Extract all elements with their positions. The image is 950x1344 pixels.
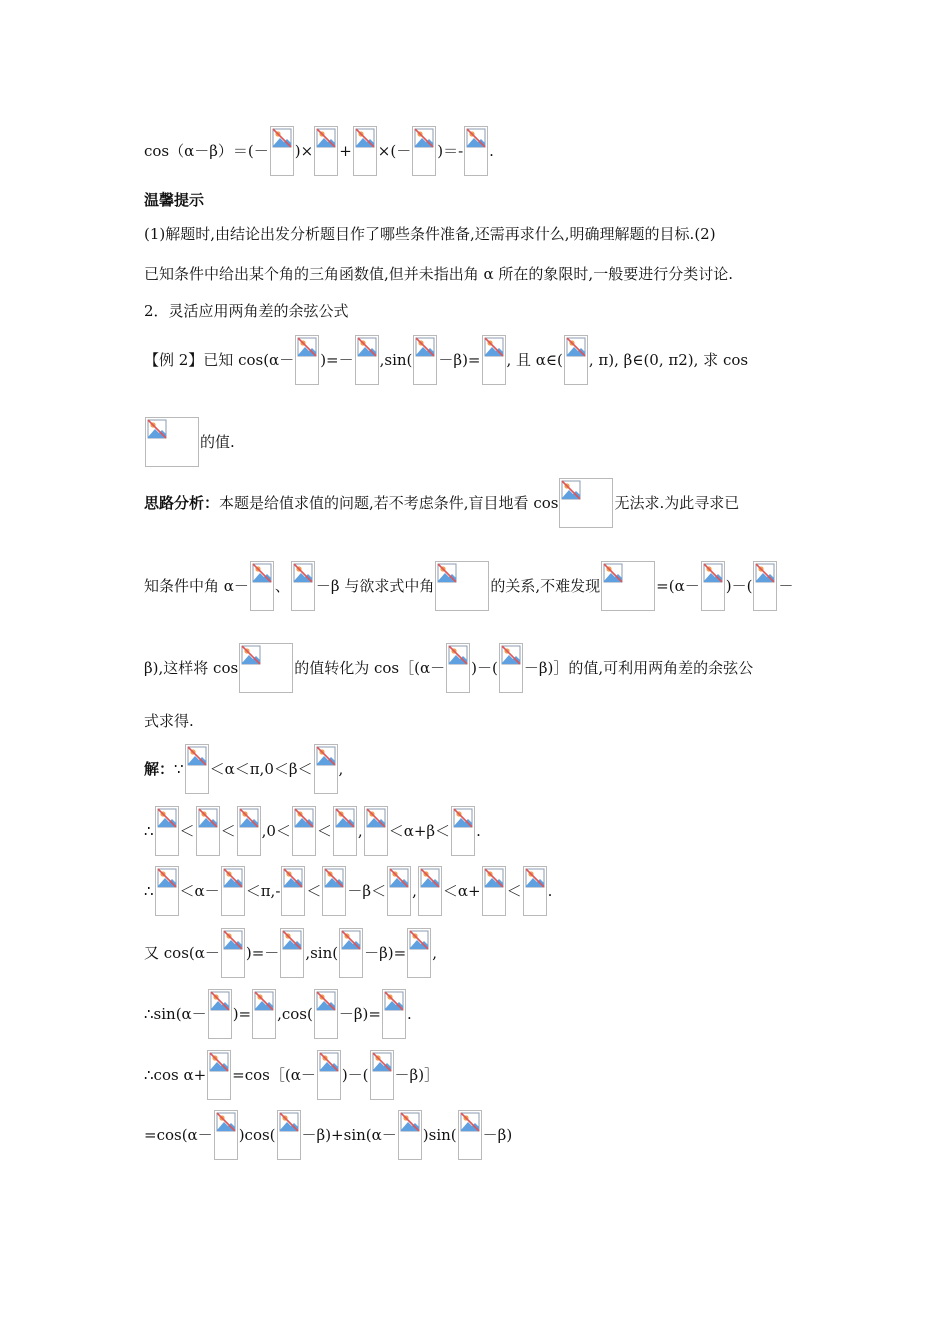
broken-image-icon [272, 128, 292, 148]
broken-image-icon [198, 808, 218, 828]
text-run: ＜ [506, 882, 522, 900]
text-line [144, 642, 753, 692]
broken-image-icon [501, 645, 521, 665]
formula-image-placeholder [370, 1050, 394, 1100]
text-run: . [476, 822, 481, 840]
broken-image-icon [294, 808, 314, 828]
text-line [144, 416, 235, 466]
bold-label: 思路分析： [144, 494, 220, 512]
text-run: 、 [274, 577, 290, 595]
broken-image-icon [357, 337, 377, 357]
broken-image-icon [210, 991, 230, 1011]
text-run: ＜π,- [245, 882, 281, 900]
text-run: , [432, 944, 437, 962]
text-run: 又 cos(α－ [144, 944, 220, 962]
text-run: ,sin( [379, 351, 413, 369]
text-run: ∴ [144, 822, 154, 840]
text-run: , [412, 882, 417, 900]
text-run: 的值. [200, 433, 235, 451]
text-run: ＜α+β＜ [388, 822, 451, 840]
text-run: . [406, 1005, 412, 1023]
formula-image-placeholder [364, 806, 388, 856]
text-run: －β)］ [394, 1066, 440, 1084]
broken-image-icon [157, 868, 177, 888]
broken-image-icon [319, 1052, 339, 1072]
text-run: 温馨提示 [144, 190, 205, 209]
broken-image-icon [525, 868, 545, 888]
broken-image-icon [216, 1112, 236, 1132]
broken-image-icon [355, 128, 375, 148]
text-run: ,cos( [277, 1005, 313, 1023]
formula-image-placeholder [252, 989, 276, 1039]
formula-image-placeholder [355, 335, 379, 385]
text-run: )－( [725, 577, 753, 595]
formula-image-placeholder [382, 989, 406, 1039]
text-run: )＝- [437, 142, 464, 160]
formula-image-placeholder [435, 561, 489, 611]
formula-image-placeholder [601, 561, 655, 611]
text-run: )= [232, 1005, 252, 1023]
text-run: 的关系,不难发现 [490, 577, 601, 595]
broken-image-icon [409, 930, 429, 950]
broken-image-icon [282, 930, 302, 950]
formula-image-placeholder [155, 806, 179, 856]
broken-image-icon [603, 563, 623, 583]
broken-image-icon [316, 991, 336, 1011]
broken-image-icon [460, 1112, 480, 1132]
text-line [144, 1109, 512, 1159]
text-run: ∴sin(α－ [144, 1005, 207, 1023]
text-run: =cos［(α－ [232, 1066, 316, 1084]
broken-image-icon [414, 128, 434, 148]
broken-image-icon [239, 808, 259, 828]
text-run: cos（α－β）＝(－ [144, 142, 269, 160]
text-run: . [489, 142, 494, 160]
text-run: , [338, 760, 344, 778]
broken-image-icon [400, 1112, 420, 1132]
text-run: . [547, 882, 553, 900]
text-run: , π), β∈(0, π2), 求 cos [588, 351, 749, 369]
formula-image-placeholder [214, 1110, 238, 1160]
text-run: ＜α+ [442, 882, 481, 900]
text-run: 2．灵活应用两角差的余弦公式 [144, 302, 349, 320]
broken-image-icon [316, 746, 336, 766]
text-run: －β)= [364, 944, 407, 962]
formula-image-placeholder [701, 561, 725, 611]
text-run: ,0＜ [261, 822, 291, 840]
text-run: =(α－ [656, 577, 700, 595]
text-run: )× [294, 142, 314, 160]
formula-image-placeholder [333, 806, 357, 856]
text-run: ×(－ [377, 142, 412, 160]
broken-image-icon [209, 1052, 229, 1072]
text-run: , 且 α∈( [506, 351, 563, 369]
broken-image-icon [341, 930, 361, 950]
formula-image-placeholder [196, 806, 220, 856]
text-run: －β)= [438, 351, 481, 369]
formula-image-placeholder [317, 1050, 341, 1100]
text-run: )－( [341, 1066, 369, 1084]
text-run: －β) [482, 1126, 513, 1144]
formula-image-placeholder [280, 928, 304, 978]
text-run: ,sin( [305, 944, 339, 962]
text-line [144, 263, 733, 283]
formula-image-placeholder [458, 1110, 482, 1160]
formula-image-placeholder [208, 989, 232, 1039]
formula-image-placeholder [446, 643, 470, 693]
text-run: ＜α＜π,0＜β＜ [209, 760, 313, 778]
broken-image-icon [335, 808, 355, 828]
text-run: (1)解题时,由结论出发分析题目作了哪些条件准备,还需再求什么,明确理解题的目标.(2) [144, 225, 716, 243]
formula-image-placeholder [482, 335, 506, 385]
formula-image-placeholder [753, 561, 777, 611]
formula-image-placeholder [412, 126, 436, 176]
broken-image-icon [254, 991, 274, 1011]
broken-image-icon [223, 930, 243, 950]
broken-image-icon [437, 563, 457, 583]
text-line [144, 805, 481, 855]
formula-image-placeholder [451, 806, 475, 856]
formula-image-placeholder [239, 643, 293, 693]
broken-image-icon [366, 808, 386, 828]
broken-image-icon [293, 563, 313, 583]
formula-image-placeholder [407, 928, 431, 978]
formula-image-placeholder [387, 866, 411, 916]
text-line [144, 334, 748, 384]
formula-image-placeholder [145, 417, 199, 467]
text-run: －β)］的值,可利用两角差的余弦公 [523, 659, 754, 677]
text-run: )=－ [245, 944, 280, 962]
text-line [144, 189, 204, 209]
formula-image-placeholder [185, 744, 209, 794]
formula-image-placeholder [523, 866, 547, 916]
formula-image-placeholder [499, 643, 523, 693]
text-run: ＜ [306, 882, 322, 900]
text-run: 已知条件中给出某个角的三角函数值,但并未指出角 α 所在的象限时,一般要进行分类讨论. [144, 265, 733, 283]
text-run: β),这样将 cos [144, 659, 239, 677]
formula-image-placeholder [559, 478, 613, 528]
text-line [144, 1049, 439, 1099]
formula-image-placeholder [277, 1110, 301, 1160]
broken-image-icon [389, 868, 409, 888]
formula-image-placeholder [291, 561, 315, 611]
formula-image-placeholder [398, 1110, 422, 1160]
text-run: －β)= [338, 1005, 381, 1023]
formula-image-placeholder [270, 126, 294, 176]
broken-image-icon [147, 419, 167, 439]
text-run: ＜ [179, 822, 195, 840]
broken-image-icon [324, 868, 344, 888]
text-run: , [357, 822, 363, 840]
broken-image-icon [252, 563, 272, 583]
broken-image-icon [703, 563, 723, 583]
broken-image-icon [755, 563, 775, 583]
formula-image-placeholder [314, 126, 338, 176]
text-run: 式求得. [144, 712, 194, 730]
broken-image-icon [448, 645, 468, 665]
text-run: － [778, 577, 794, 595]
text-run: 无法求.为此寻求已 [614, 494, 740, 512]
formula-image-placeholder [322, 866, 346, 916]
broken-image-icon [466, 128, 486, 148]
formula-image-placeholder [353, 126, 377, 176]
text-line [144, 927, 437, 977]
text-run: ∴ [144, 882, 154, 900]
text-line [144, 477, 739, 527]
broken-image-icon [241, 645, 261, 665]
formula-image-placeholder [281, 866, 305, 916]
text-run: )cos( [238, 1126, 276, 1144]
formula-image-placeholder [221, 866, 245, 916]
broken-image-icon [415, 337, 435, 357]
formula-image-placeholder [292, 806, 316, 856]
text-run: ＜ [316, 822, 332, 840]
broken-image-icon [223, 868, 243, 888]
formula-image-placeholder [155, 866, 179, 916]
text-run: 知条件中角 α－ [144, 577, 249, 595]
text-run: ∴cos α+ [144, 1066, 207, 1084]
text-run: －β)+sin(α－ [301, 1126, 397, 1144]
broken-image-icon [453, 808, 473, 828]
text-run: =cos(α－ [144, 1126, 213, 1144]
text-line [144, 125, 494, 175]
broken-image-icon [561, 480, 581, 500]
text-line [144, 988, 412, 1038]
formula-image-placeholder [237, 806, 261, 856]
formula-image-placeholder [482, 866, 506, 916]
text-run: )sin( [422, 1126, 457, 1144]
text-run: 【例 2】已知 cos(α－ [144, 351, 295, 369]
text-line [144, 223, 716, 243]
text-run: 本题是给值求值的问题,若不考虑条件,盲目地看 cos [219, 494, 559, 512]
bold-label: 解： [144, 760, 175, 778]
broken-image-icon [157, 808, 177, 828]
text-run: 的值转化为 cos［(α－ [294, 659, 446, 677]
broken-image-icon [187, 746, 207, 766]
text-run: ∵ [174, 760, 184, 778]
formula-image-placeholder [418, 866, 442, 916]
broken-image-icon [316, 128, 336, 148]
formula-image-placeholder [207, 1050, 231, 1100]
broken-image-icon [420, 868, 440, 888]
formula-image-placeholder [221, 928, 245, 978]
broken-image-icon [484, 337, 504, 357]
formula-image-placeholder [413, 335, 437, 385]
text-run: + [339, 142, 352, 160]
broken-image-icon [566, 337, 586, 357]
formula-image-placeholder [314, 744, 338, 794]
broken-image-icon [484, 868, 504, 888]
text-line [144, 560, 793, 610]
formula-image-placeholder [564, 335, 588, 385]
formula-image-placeholder [339, 928, 363, 978]
text-run: ＜ [220, 822, 236, 840]
broken-image-icon [372, 1052, 392, 1072]
text-run: －β＜ [347, 882, 387, 900]
text-run: )－( [471, 659, 498, 677]
text-line [144, 710, 194, 730]
text-line [144, 743, 343, 793]
broken-image-icon [384, 991, 404, 1011]
text-run: －β 与欲求式中角 [315, 577, 435, 595]
formula-image-placeholder [314, 989, 338, 1039]
formula-image-placeholder [295, 335, 319, 385]
broken-image-icon [283, 868, 303, 888]
formula-image-placeholder [250, 561, 274, 611]
formula-image-placeholder [464, 126, 488, 176]
broken-image-icon [279, 1112, 299, 1132]
broken-image-icon [297, 337, 317, 357]
text-line [144, 865, 552, 915]
text-run: ＜α－ [179, 882, 220, 900]
text-run: )=－ [320, 351, 354, 369]
text-line [144, 300, 349, 320]
